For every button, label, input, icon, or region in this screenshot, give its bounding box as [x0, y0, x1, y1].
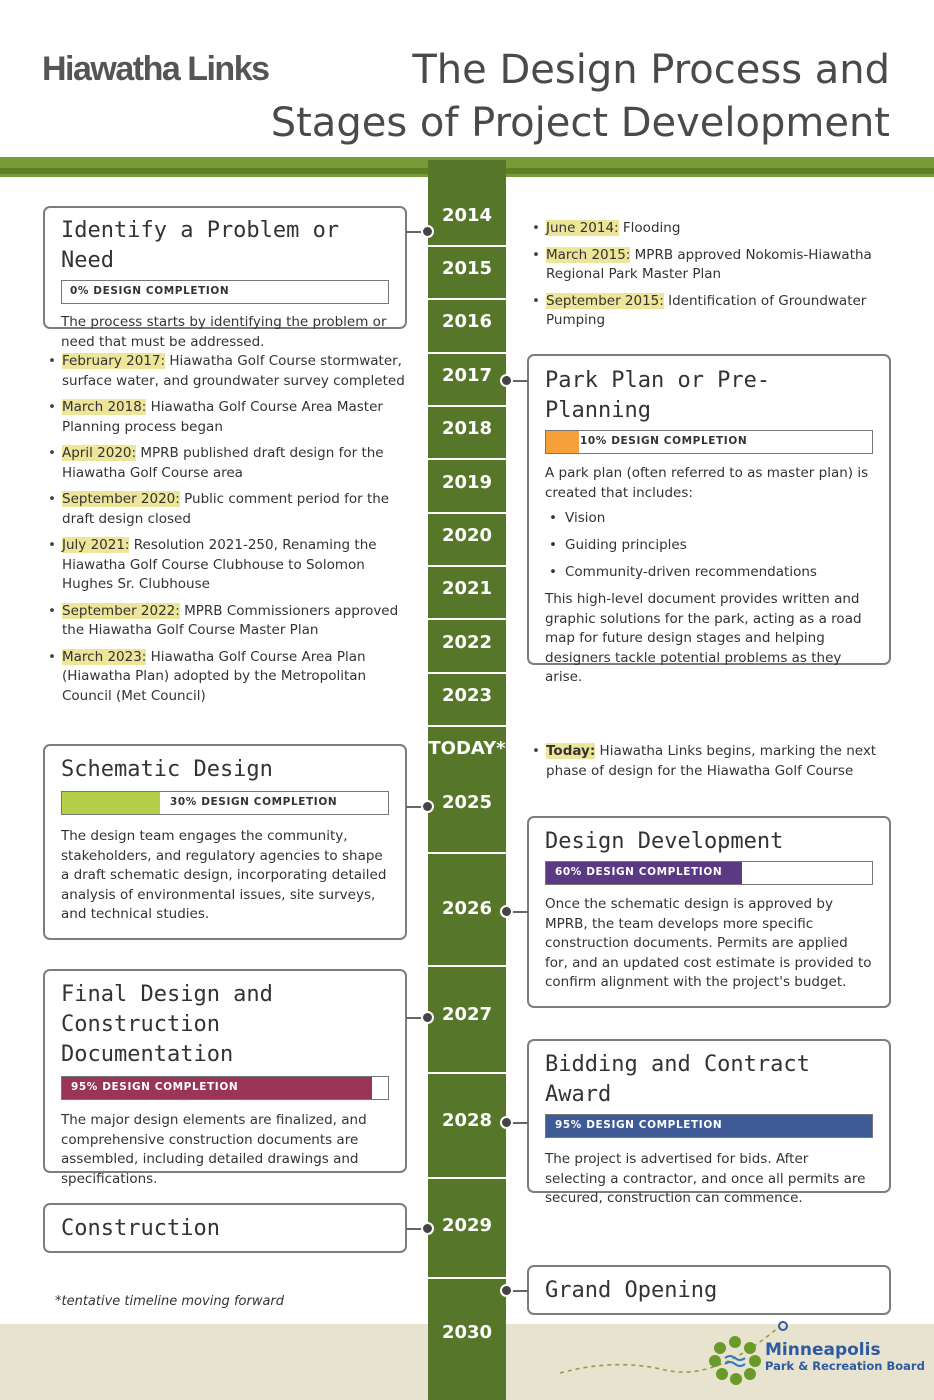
year-separator [428, 458, 506, 460]
stage-park-plan-progress [545, 430, 873, 454]
event-date: July 2021: [62, 537, 130, 553]
year-separator [428, 852, 506, 854]
year-separator [428, 725, 506, 727]
event-date: September 2022: [62, 602, 180, 619]
stage-park-plan-completion: 10% DESIGN COMPLETION [580, 435, 748, 447]
timeline-dot-2017 [500, 374, 513, 387]
year-label-today: TODAY* [428, 738, 506, 759]
event-date: Today: [546, 743, 596, 759]
year-label-2020: 2020 [441, 525, 493, 546]
event-text: Identification of Groundwater Pumping [546, 292, 867, 328]
event-item [46, 490, 408, 529]
stage-bidding-card [527, 1039, 891, 1206]
stage-final-design-progress [61, 1076, 389, 1100]
year-separator [428, 618, 506, 620]
stage-identify-progress [61, 280, 389, 304]
event-text: Hiawatha Links begins, marking the next phase of design for the Hiawatha Golf Course [546, 743, 877, 779]
event-date: March 2015: [546, 246, 631, 263]
stage-schematic-completion: 30% DESIGN COMPLETION [170, 796, 338, 808]
year-label-2019: 2019 [441, 472, 493, 493]
stage-final-design-completion: 95% DESIGN COMPLETION [71, 1081, 239, 1093]
year-separator [428, 352, 506, 354]
park-plan-item-principles: • Guiding principles [545, 532, 873, 559]
stage-park-plan-card [527, 354, 891, 685]
stage-identify-title: Identify a Problem or Need [61, 218, 340, 273]
year-label-2022: 2022 [441, 632, 493, 653]
stage-design-development-completion: 60% DESIGN COMPLETION [555, 866, 723, 878]
stage-final-design-title-line2: Documentation [61, 1042, 234, 1067]
event-text: Hiawatha Golf Course stormwater, surface water, and groundwater survey completed [62, 353, 405, 389]
event-item [46, 602, 408, 641]
year-label-2018: 2018 [441, 418, 493, 439]
timeline-dot-2030 [500, 1284, 513, 1297]
event-date: September 2020: [62, 491, 180, 507]
year-label-2025: 2025 [441, 792, 493, 813]
event-item [530, 742, 900, 781]
event-text: Flooding [622, 220, 681, 236]
year-separator [428, 1072, 506, 1074]
event-text: MPRB approved Nokomis-Hiawatha Regional Park Master Plan [546, 246, 872, 282]
year-label-2028: 2028 [441, 1110, 493, 1131]
year-label-2016: 2016 [441, 311, 493, 332]
page-title-line2: Stages of Project Development [270, 100, 890, 146]
stage-final-design-title [61, 980, 389, 1070]
stage-bidding-description: The project is advertised for bids. After selecting a contractor, and once all permits are secured, construction can commence. [545, 1151, 866, 1206]
stage-final-design-card [43, 969, 407, 1187]
event-item [46, 444, 408, 483]
stage-design-development-card [527, 816, 891, 1008]
year-separator [428, 672, 506, 674]
events-left [46, 352, 408, 713]
stage-construction-card [43, 1203, 407, 1253]
stage-final-design-title-line1: Final Design and Construction [61, 982, 273, 1037]
stage-design-development-description: Once the schematic design is approved by MPRB, the team develops more specific construction documents. Permits are applied for, and an updated cost estimate is provided to confirm alignment with the project's budget. [545, 896, 872, 990]
event-date: September 2015: [546, 292, 664, 309]
event-item [46, 352, 408, 391]
event-text: Resolution 2021-250, Renaming the Hiawatha Golf Course Clubhouse to Solomon Hughes Sr. Clubhouse [62, 537, 377, 592]
stage-schematic-description: The design team engages the community, stakeholders, and regulatory agencies to shape a draft schematic design, incorporating detailed analysis of environmental issues, site surveys, and technical studies. [61, 828, 387, 922]
stage-park-plan-intro: A park plan (often referred to as master plan) is created that includes: [545, 465, 869, 501]
timeline-dot-2028 [500, 1116, 513, 1129]
event-item [46, 398, 408, 437]
stage-park-plan-list [545, 505, 873, 586]
park-plan-item-vision: • Vision [545, 505, 873, 532]
park-plan-item-community: • Community-driven recommendations [545, 559, 873, 586]
year-label-2029: 2029 [441, 1215, 493, 1236]
events-top-right [530, 219, 900, 338]
stage-schematic-progress [61, 791, 389, 815]
stage-identify-completion: 0% DESIGN COMPLETION [70, 285, 230, 297]
event-text: MPRB Commissioners approved the Hiawatha Golf Course Master Plan [62, 602, 399, 638]
brand-logo: Hiawatha Links [42, 50, 269, 88]
timeline-dot-2027 [421, 1011, 434, 1024]
event-item [46, 648, 408, 707]
stage-schematic-progress-fill [62, 792, 160, 814]
year-separator [428, 245, 506, 247]
event-date: February 2017: [62, 353, 166, 369]
event-text: Hiawatha Golf Course Area Master Planning process began [62, 399, 383, 435]
timeline-dot-2029 [421, 1222, 434, 1235]
stage-identify-card [43, 206, 407, 350]
year-separator [428, 512, 506, 514]
year-separator [428, 1277, 506, 1279]
event-item [530, 219, 900, 239]
stage-design-development-title: Design Development [545, 829, 784, 854]
stage-park-plan-progress-fill [546, 431, 579, 453]
event-text: Public comment period for the draft design closed [62, 491, 390, 527]
event-text: Hiawatha Golf Course Area Plan (Hiawatha Plan) adopted by the Metropolitan Council (Met Council) [62, 648, 367, 704]
year-label-2030: 2030 [441, 1322, 493, 1343]
year-separator [428, 1177, 506, 1179]
event-text: MPRB published draft design for the Hiawatha Golf Course area [62, 445, 384, 481]
year-label-2023: 2023 [441, 685, 493, 706]
year-separator [428, 298, 506, 300]
stage-grand-opening-title: Grand Opening [545, 1278, 718, 1303]
year-separator [428, 965, 506, 967]
stage-identify-description: The process starts by identifying the problem or need that must be addressed. [61, 314, 387, 350]
stage-bidding-completion: 95% DESIGN COMPLETION [555, 1119, 723, 1131]
event-item [530, 246, 900, 285]
year-separator [428, 565, 506, 567]
event-date: April 2020: [62, 445, 137, 461]
timeline-dot-2026 [500, 905, 513, 918]
event-date: March 2018: [62, 399, 147, 415]
year-label-2014: 2014 [441, 205, 493, 226]
page-title-line1: The Design Process and [412, 47, 890, 93]
footnote: *tentative timeline moving forward [55, 1294, 285, 1309]
stage-schematic-title: Schematic Design [61, 757, 273, 782]
year-separator [428, 405, 506, 407]
stage-construction-title: Construction [61, 1216, 220, 1241]
event-date: March 2023: [62, 648, 147, 665]
stage-park-plan-description: This high-level document provides written and graphic solutions for the park, acting as a road map for future design stages and helping designers tackle potential problems as they arise. [545, 591, 862, 685]
stage-final-design-description: The major design elements are finalized, and comprehensive construction documents are assembled, including detailed drawings and specifications. [61, 1112, 367, 1187]
stage-bidding-title: Bidding and Contract Award [545, 1052, 810, 1107]
event-item [530, 292, 900, 331]
logo-text-park-board: Park & Recreation Board [765, 1359, 925, 1373]
stage-design-development-progress [545, 861, 873, 885]
timeline-dot-2025 [421, 800, 434, 813]
year-label-2021: 2021 [441, 578, 493, 599]
logo-text-minneapolis: Minneapolis [765, 1340, 881, 1360]
timeline-dot-2014 [421, 225, 434, 238]
stage-schematic-card [43, 744, 407, 940]
events-today [530, 742, 900, 788]
stage-bidding-progress [545, 1114, 873, 1138]
event-item [46, 536, 408, 595]
year-label-2026: 2026 [441, 898, 493, 919]
year-label-2027: 2027 [441, 1004, 493, 1025]
event-date: June 2014: [546, 220, 619, 236]
mprb-logo-icon [555, 1318, 795, 1388]
page-title [271, 44, 890, 150]
year-label-2015: 2015 [441, 258, 493, 279]
stage-grand-opening-card [527, 1265, 891, 1315]
year-label-2017: 2017 [441, 365, 493, 386]
stage-park-plan-title: Park Plan or Pre-Planning [545, 368, 771, 423]
